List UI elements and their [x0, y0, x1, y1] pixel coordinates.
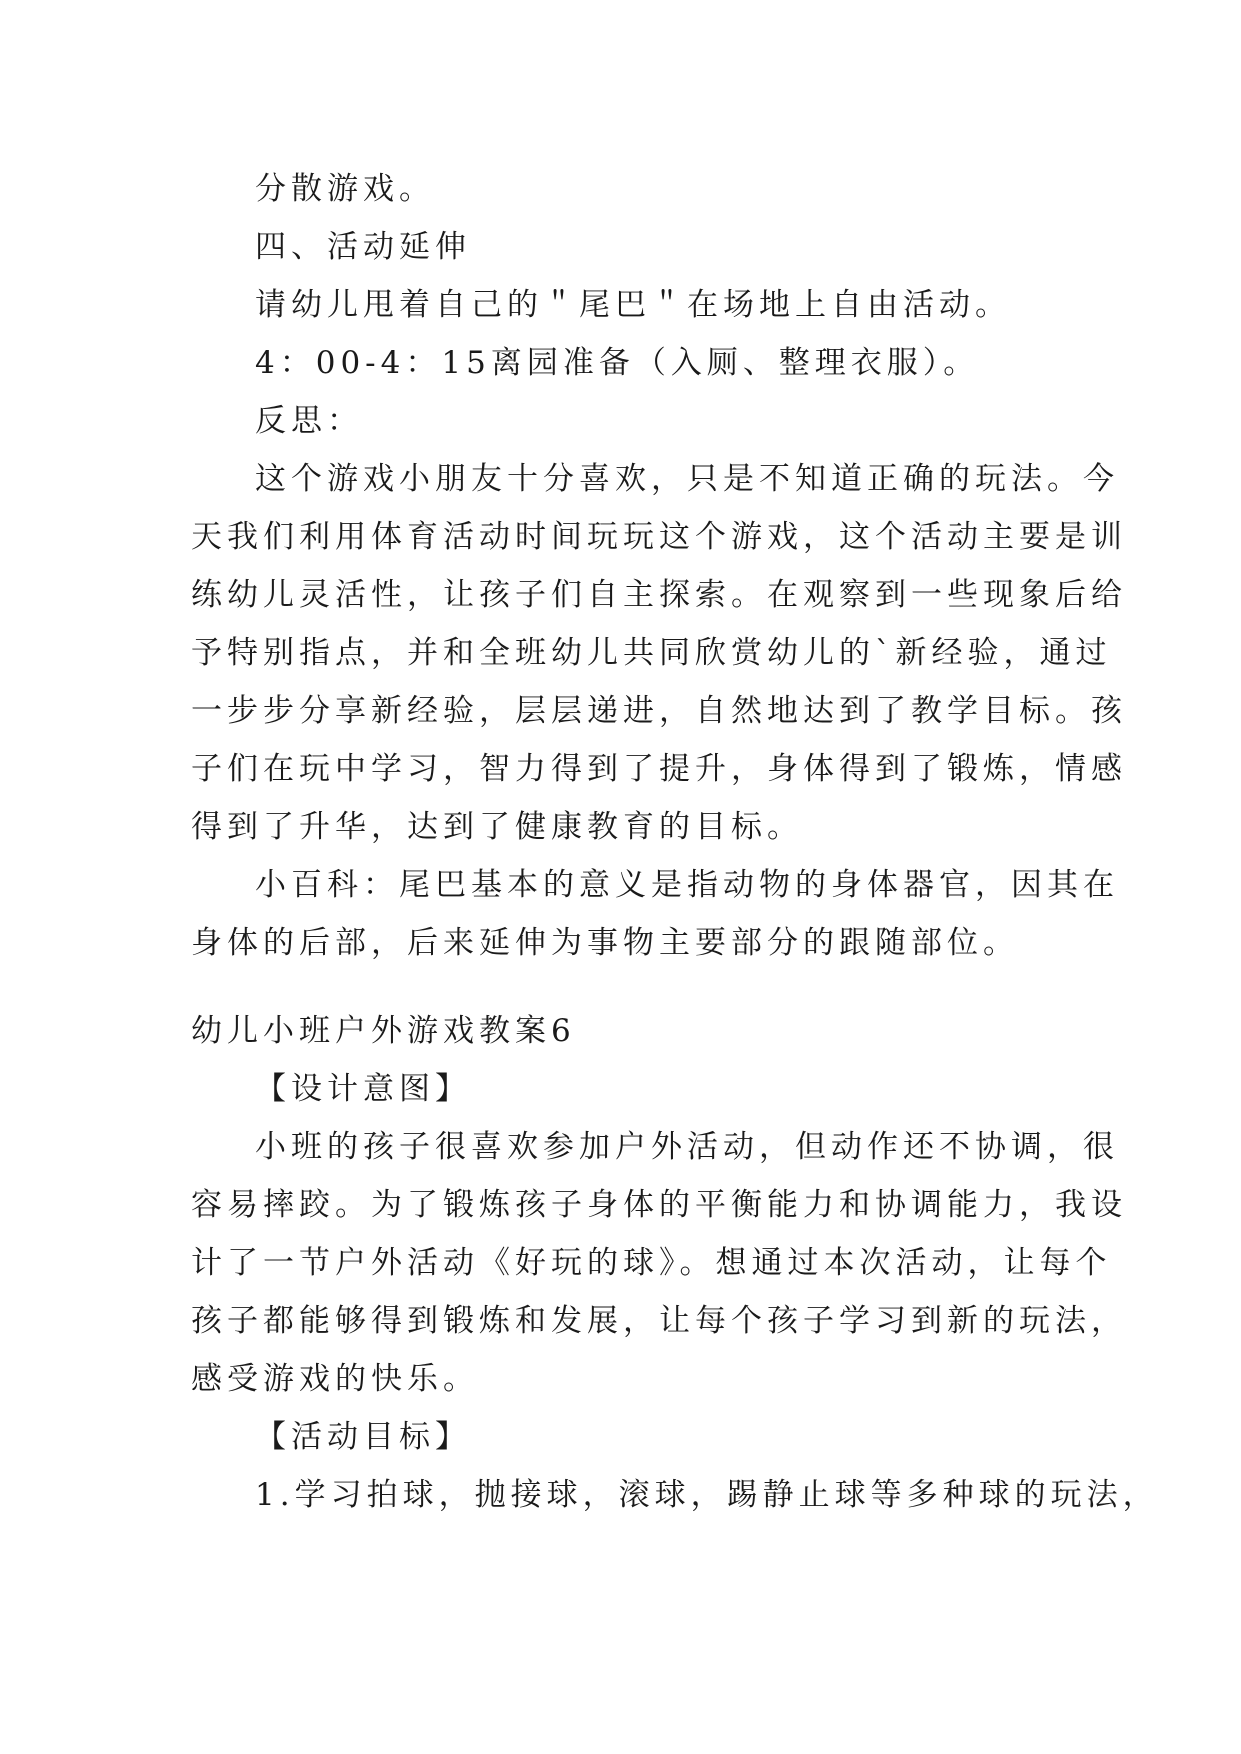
- reflection-heading: 反思：: [255, 403, 363, 439]
- encyclopedia-note: 小百科：尾巴基本的意义是指动物的身体器官，因其在: [255, 867, 1119, 903]
- paragraph-line: 分散游戏。: [255, 171, 435, 207]
- section-spacer: [191, 972, 1061, 1002]
- paragraph-line: 这个游戏小朋友十分喜欢，只是不知道正确的玩法。今: [255, 461, 1119, 497]
- paragraph-line: 一步步分享新经验，层层递进，自然地达到了教学目标。孩: [191, 693, 1127, 729]
- paragraph-line: 身体的后部，后来延伸为事物主要部分的跟随部位。: [191, 925, 1019, 961]
- section-heading: 四、活动延伸: [255, 229, 471, 265]
- paragraph-line: 孩子都能够得到锻炼和发展，让每个孩子学习到新的玩法，: [191, 1303, 1127, 1339]
- paragraph-line: 子们在玩中学习，智力得到了提升，身体得到了锻炼，情感: [191, 751, 1127, 787]
- paragraph-line: 予特别指点，并和全班幼儿共同欣赏幼儿的`新经验，通过: [191, 635, 1112, 671]
- activity-goals-heading: 【活动目标】: [255, 1419, 471, 1455]
- paragraph-line: 得到了升华，达到了健康教育的目标。: [191, 809, 803, 845]
- schedule-line: 4：00-4：15离园准备（入厕、整理衣服）。: [255, 345, 980, 381]
- document-title: 幼儿小班户外游戏教案6: [191, 1013, 576, 1049]
- paragraph-line: 容易摔跤。为了锻炼孩子身体的平衡能力和协调能力，我设: [191, 1187, 1127, 1223]
- paragraph-line: 感受游戏的快乐。: [191, 1361, 479, 1397]
- paragraph-line: 计了一节户外活动《好玩的球》。想通过本次活动，让每个: [191, 1245, 1112, 1281]
- paragraph-line: 小班的孩子很喜欢参加户外活动，但动作还不协调，很: [255, 1129, 1119, 1165]
- paragraph-line: 练幼儿灵活性，让孩子们自主探索。在观察到一些现象后给: [191, 577, 1127, 613]
- design-intent-heading: 【设计意图】: [255, 1071, 471, 1107]
- document-body: [191, 160, 1159, 1524]
- paragraph-line: 天我们利用体育活动时间玩玩这个游戏，这个活动主要是训: [191, 519, 1127, 555]
- paragraph-line: 请幼儿甩着自己的＂尾巴＂在场地上自由活动。: [255, 287, 1011, 323]
- goal-item: 1.学习拍球，抛接球，滚球，踢静止球等多种球的玩法，: [255, 1477, 1159, 1513]
